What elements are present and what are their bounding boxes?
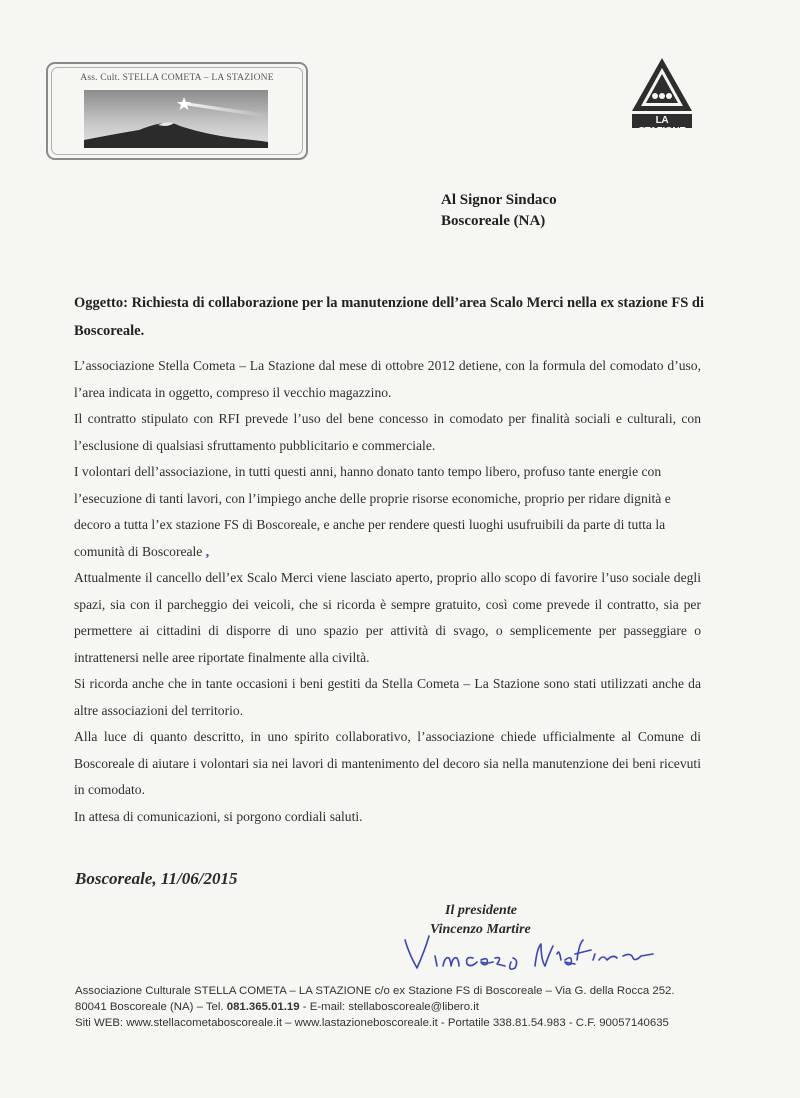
letterhead-title: Ass. Cult. STELLA COMETA – LA STAZIONE [80,73,274,83]
subject-line: Oggetto: Richiesta di collaborazione per la manutenzione dell’area Scalo Merci nella ex stazione FS di Boscoreale. [74,295,704,339]
footer-email: - E-mail: stellaboscoreale@libero.it [299,1001,479,1013]
handwritten-comma-mark: , [205,543,210,559]
footer-line-1: Associazione Culturale STELLA COMETA – LA STAZIONE c/o ex Stazione FS di Boscoreale – Via G. della Rocca 252. [75,985,675,997]
signature-role: Il presidente [445,903,517,918]
letter-date: Boscoreale, 11/06/2015 [75,869,238,888]
body-paragraph-5: Si ricorda anche che in tante occasioni i beni gestiti da Stella Cometa – La Stazione sono stati utilizzati anche da altre associazioni del territorio. [74,676,701,718]
body-paragraph-4: Attualmente il cancello dell’ex Scalo Merci viene lasciato aperto, proprio allo scopo di favorire l’uso sociale degli spazi, sia con il parcheggio dei veicoli, che si ricorda è sempre gratuito, così come prevede il contratto, sia per permettere ai cittadini di disporre di uno spazio per attività di svago, o semplicemente per passeggiare o intrattenersi nelle aree riportate finalmente alla civiltà. [74,570,701,665]
signature-name: Vincenzo Martire [430,922,531,937]
footer-address: 80041 Boscoreale (NA) – Tel. [75,1001,227,1013]
body-paragraph-6: Alla luce di quanto descritto, in uno spirito collaborativo, l’associazione chiede ufficialmente al Comune di Boscoreale di aiutare i volontari sia nei lavori di mantenimento del decoro sia nella manutenzione dei beni ricevuti in comodato. [74,729,701,797]
comet-volcano-image [84,90,268,148]
body-paragraph-7: In attesa di comunicazioni, si porgono cordiali saluti. [74,808,363,824]
body-paragraph-3 [74,459,701,565]
la-stazione-logo-label: LA STAZIONE [638,115,686,137]
footer-line-2 [75,999,715,1015]
letter-body [74,353,701,830]
footer-block [75,983,715,1031]
handwritten-signature [395,926,660,978]
recipient-block [441,190,557,232]
recipient-line-2: Boscoreale (NA) [441,213,546,229]
body-paragraph-2: Il contratto stipulato con RFI prevede l’uso del bene concesso in comodato per finalità sociali e culturali, con l’esclusione di qualsiasi sfruttamento pubblicitario e commerciale. [74,411,701,453]
footer-line-3: Siti WEB: www.stellacometaboscoreale.it – www.lastazioneboscoreale.it - Portatile 338.81.54.983 - C.F. 90057140635 [75,1017,669,1029]
body-paragraph-1: L’associazione Stella Cometa – La Stazione dal mese di ottobre 2012 detiene, con la formula del comodato d’uso, l’area indicata in oggetto, compreso il vecchio magazzino. [74,358,701,400]
recipient-line-1: Al Signor Sindaco [441,192,557,208]
body-paragraph-3-text: I volontari dell’associazione, in tutti questi anni, hanno donato tanto tempo libero, profuso tante energie con l’esecuzione di tanti lavori, con l’impiego anche delle proprie risorse economiche, proprio per ridare dignità e decoro a tutta l’ex stazione FS di Boscoreale, e anche per rendere questi luoghi usufruibili da parte di tutta la comunità di Boscoreale [74,464,671,559]
letterhead-box [46,62,308,160]
footer-phone: 081.365.01.19 [226,1001,300,1013]
